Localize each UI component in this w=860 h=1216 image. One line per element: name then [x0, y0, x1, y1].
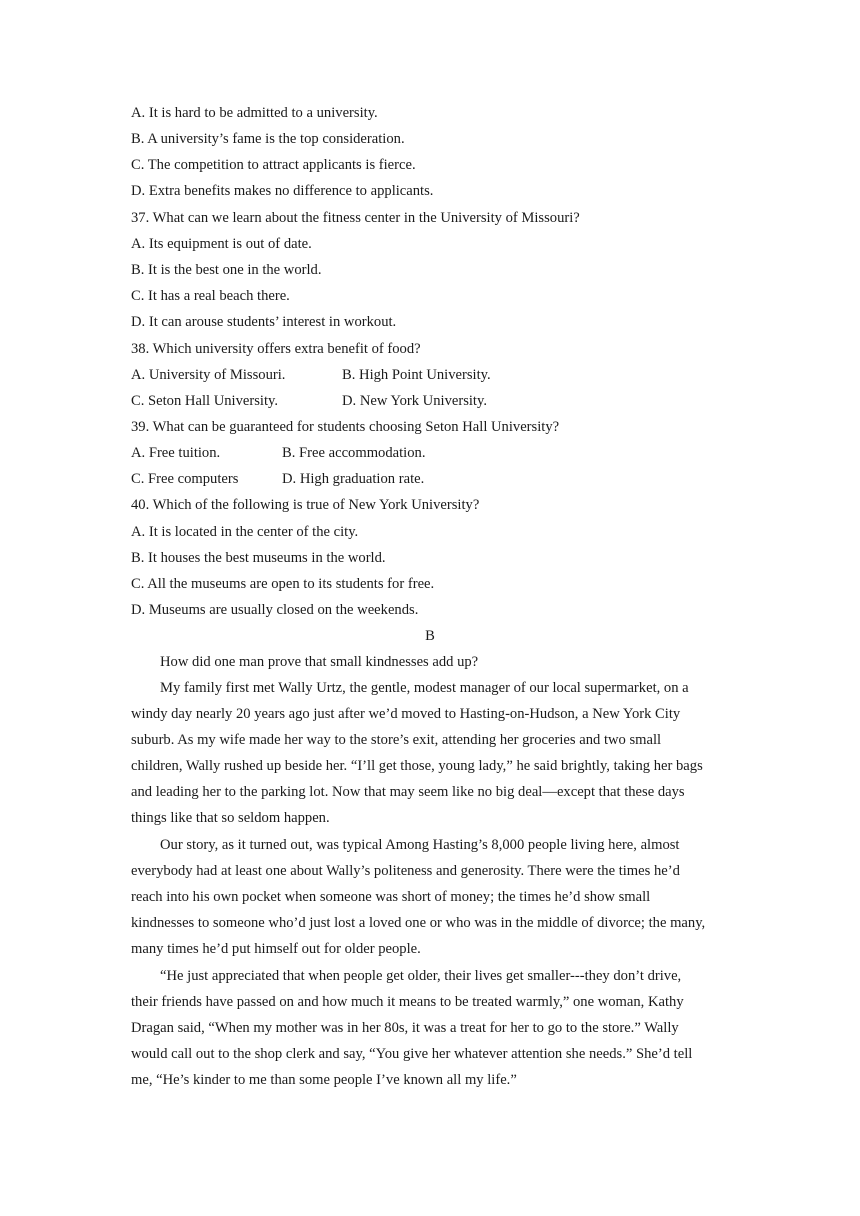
q39-option-b: B. Free accommodation.: [282, 445, 426, 461]
paragraph-line: Our story, as it turned out, was typical Among Hasting’s 8,000 people living here, almost: [160, 837, 680, 853]
q37-question: 37. What can we learn about the fitness center in the University of Missouri?: [131, 210, 580, 226]
q39-question: 39. What can be guaranteed for students choosing Seton Hall University?: [131, 419, 560, 435]
paragraph-line: Dragan said, “When my mother was in her 80s, it was a treat for her to go to the store.” Wally: [131, 1020, 679, 1037]
q39-option-d: D. High graduation rate.: [282, 471, 425, 487]
paragraph-line: things like that so seldom happen.: [131, 810, 330, 827]
paragraph-line: their friends have passed on and how much it means to be treated warmly,” one woman, Kathy: [131, 994, 684, 1011]
q38-option-c: C. Seton Hall University.: [131, 393, 279, 409]
passage-title: How did one man prove that small kindnesses add up?: [160, 654, 479, 670]
q36-option-d: D. Extra benefits makes no difference to applicants.: [131, 183, 434, 199]
q37-option-b: B. It is the best one in the world.: [131, 262, 322, 278]
paragraph-line: everybody had at least one about Wally’s politeness and generosity. There were the times he’d: [131, 863, 680, 880]
q38-option-b: B. High Point University.: [342, 367, 491, 383]
passage-paragraph-2: [131, 832, 731, 962]
q38-question: 38. Which university offers extra benefit of food?: [131, 341, 421, 357]
q36-option-c: C. The competition to attract applicants is fierce.: [131, 157, 416, 173]
paragraph-line: and leading her to the parking lot. Now that may seem like no big deal—except that these days: [131, 784, 685, 801]
q40-option-b: B. It houses the best museums in the world.: [131, 550, 386, 566]
q40-option-d: D. Museums are usually closed on the weekends.: [131, 602, 419, 618]
q36-option-a: A. It is hard to be admitted to a university.: [131, 105, 378, 121]
paragraph-line: would call out to the shop clerk and say, “You give her whatever attention she needs.” She’d tell: [131, 1046, 693, 1063]
q40-question: 40. Which of the following is true of New York University?: [131, 497, 480, 513]
paragraph-line: children, Wally rushed up beside her. “I’ll get those, young lady,” he said brightly, taking her bags: [131, 758, 703, 775]
q40-option-c: C. All the museums are open to its students for free.: [131, 576, 435, 592]
q37-option-a: A. Its equipment is out of date.: [131, 236, 312, 252]
paragraph-line: My family first met Wally Urtz, the gentle, modest manager of our local supermarket, on a: [160, 680, 689, 696]
q38-option-a: A. University of Missouri.: [131, 367, 286, 383]
q38-option-d: D. New York University.: [342, 393, 487, 409]
paragraph-line: reach into his own pocket when someone was short of money; the times he’d show small: [131, 889, 651, 906]
q37-option-c: C. It has a real beach there.: [131, 288, 290, 304]
paragraph-line: me, “He’s kinder to me than some people I’ve known all my life.”: [131, 1072, 517, 1089]
q37-option-d: D. It can arouse students’ interest in workout.: [131, 314, 397, 330]
paragraph-line: windy day nearly 20 years ago just after we’d moved to Hasting-on-Hudson, a New York City: [131, 706, 681, 723]
q39-option-a: A. Free tuition.: [131, 445, 221, 461]
passage-paragraph-3: [131, 963, 731, 1093]
paragraph-line: suburb. As my wife made her way to the store’s exit, attending her groceries and two small: [131, 732, 662, 749]
q36-option-b: B. A university’s fame is the top consideration.: [131, 131, 405, 147]
q40-option-a: A. It is located in the center of the city.: [131, 524, 359, 540]
paragraph-line: many times he’d put himself out for older people.: [131, 941, 421, 958]
paragraph-line: kindnesses to someone who’d just lost a loved one or who was in the middle of divorce; the many,: [131, 915, 706, 932]
section-heading: B: [425, 628, 435, 644]
passage-paragraph-1: [131, 675, 731, 832]
q39-option-c: C. Free computers: [131, 471, 239, 487]
paragraph-line: “He just appreciated that when people get older, their lives get smaller---they don’t drive,: [160, 968, 682, 984]
